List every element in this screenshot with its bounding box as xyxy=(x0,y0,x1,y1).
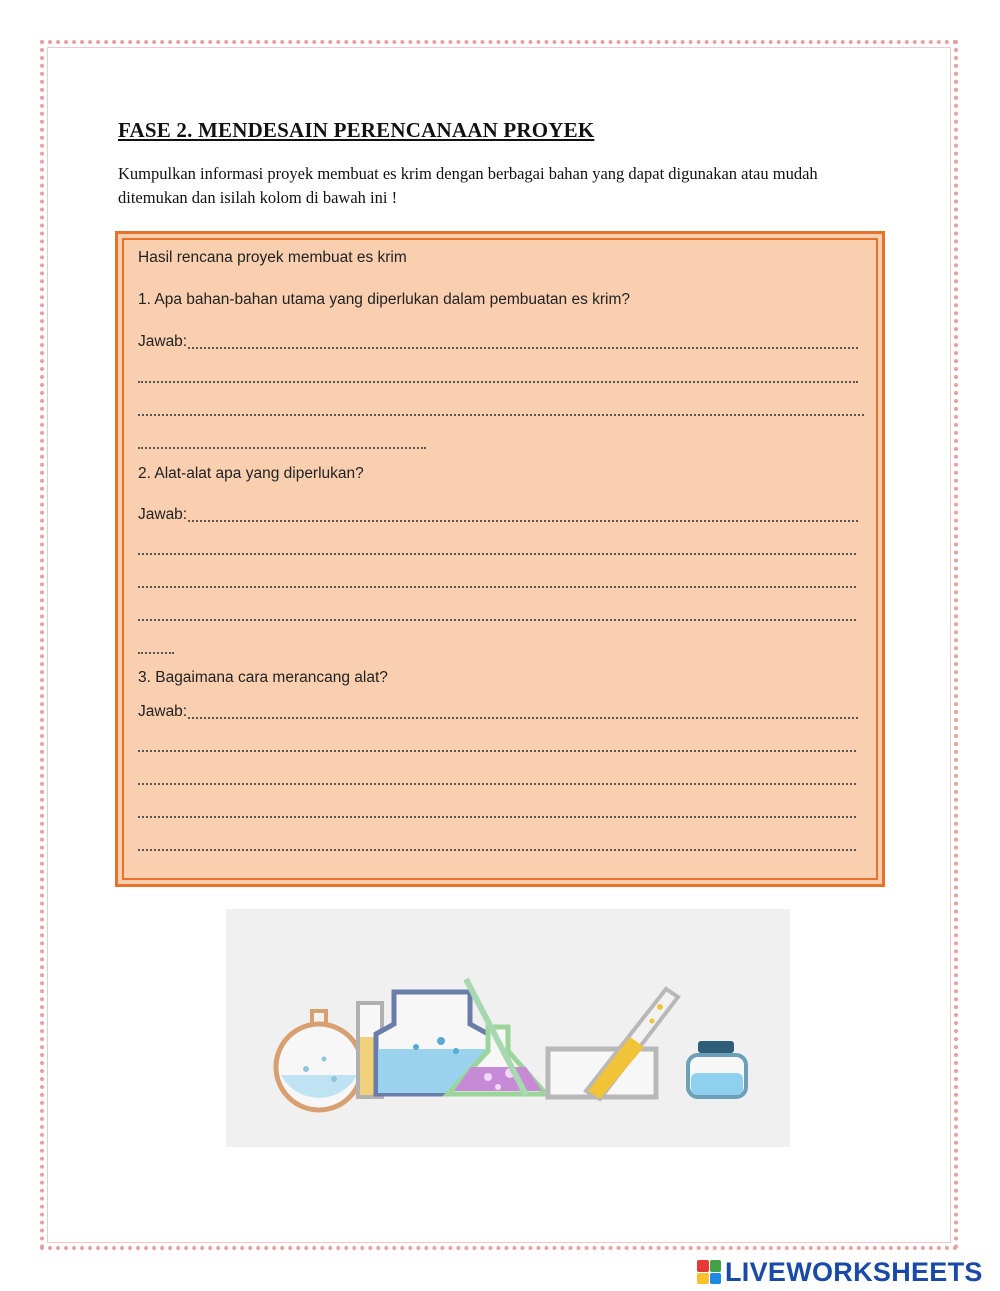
answer-3-line-1[interactable] xyxy=(188,703,858,719)
liveworksheets-logo[interactable] xyxy=(697,1257,983,1287)
answer-label-3: Jawab: xyxy=(138,703,188,720)
answer-2-line-2[interactable] xyxy=(138,539,856,555)
box-title: Hasil rencana proyek membuat es krim xyxy=(138,249,407,266)
answer-1-line-4[interactable] xyxy=(138,433,426,449)
answer-1-line-2[interactable] xyxy=(138,367,858,383)
page-title: FASE 2. MENDESAIN PERENCANAAN PROYEK xyxy=(118,118,595,142)
question-1: 1. Apa bahan-bahan utama yang diperlukan dalam pembuatan es krim? xyxy=(138,291,631,308)
logo-icon xyxy=(697,1260,721,1284)
answer-label-1: Jawab: xyxy=(138,333,188,350)
answer-3-line-3[interactable] xyxy=(138,769,856,785)
brand-name: LIVEWORKSHEETS xyxy=(725,1256,983,1287)
question-2: 2. Alat-alat apa yang diperlukan? xyxy=(138,465,364,482)
answer-3-line-4[interactable] xyxy=(138,802,856,818)
answer-1-line-3[interactable] xyxy=(138,400,864,416)
answer-2-line-1[interactable] xyxy=(188,506,858,522)
instructions: Kumpulkan informasi proyek membuat es krim dengan berbagai bahan yang dapat digunakan atau mudah ditemukan dan isilah kolom di bawah ini ! xyxy=(118,164,818,207)
lab-glassware-image xyxy=(226,909,790,1147)
answer-label-2: Jawab: xyxy=(138,506,188,523)
answer-3-line-5[interactable] xyxy=(138,835,856,851)
answer-2-line-5[interactable] xyxy=(138,638,174,654)
question-3: 3. Bagaimana cara merancang alat? xyxy=(138,669,388,686)
project-plan-box xyxy=(115,231,885,887)
answer-1-line-1[interactable] xyxy=(188,333,858,349)
lab-glassware-illustration xyxy=(226,909,790,1147)
answer-2-line-4[interactable] xyxy=(138,605,856,621)
answer-2-line-3[interactable] xyxy=(138,572,856,588)
answer-3-line-2[interactable] xyxy=(138,736,856,752)
